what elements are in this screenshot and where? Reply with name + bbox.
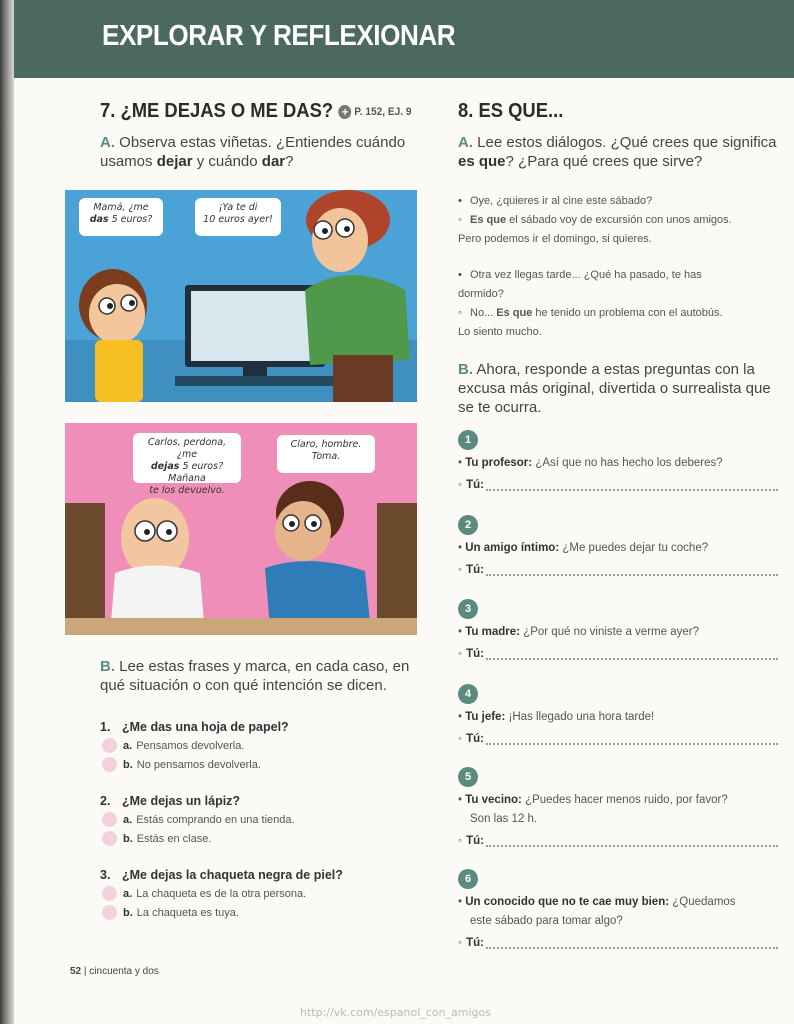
section-8-title: 8. ES QUE... (458, 100, 564, 122)
answer-line[interactable]: ◦ Tú: (458, 733, 778, 745)
answer-circle[interactable] (102, 886, 117, 901)
part-letter: A. (458, 134, 473, 151)
number-badge: 5 (458, 767, 478, 787)
answer-circle[interactable] (102, 812, 117, 827)
option-b[interactable] (102, 757, 420, 772)
prompt: • Tu jefe: ¡Has llegado una hora tarde! (458, 711, 655, 723)
prompt: • Un amigo íntimo: ¿Me puedes dejar tu coche? (458, 542, 709, 554)
speech-bubble-bald-man (133, 433, 241, 496)
section-8 (458, 100, 778, 171)
answer-line[interactable]: ◦ Tú: (458, 937, 778, 949)
option-text: No pensamos devolverla. (136, 758, 261, 771)
bullet-filled-icon: • (458, 269, 462, 281)
speech-bubble-mom (195, 198, 281, 236)
bubble-text: Mamá, ¿me (93, 202, 149, 213)
option-text: Pensamos devolverla. (136, 739, 245, 752)
option-b[interactable] (102, 905, 420, 920)
dialog-line (458, 192, 778, 211)
page-footer (70, 966, 159, 977)
dialog-text: he tenido un problema con el autobús. (532, 307, 723, 319)
comic-panel-2 (65, 423, 417, 635)
question-1 (100, 720, 420, 772)
question-3 (100, 868, 420, 920)
question-label: ¿Me das una hoja de papel? (122, 720, 289, 734)
speaker: Un conocido que no te cae muy bien: (465, 896, 670, 908)
excuse-item-5 (458, 767, 778, 847)
prompt: • Tu madre: ¿Por qué no viniste a verme ayer? (458, 626, 699, 638)
section-7-title (100, 100, 412, 123)
option-a[interactable] (102, 738, 420, 753)
number-badge: 2 (458, 515, 478, 535)
bubble-text: 10 euros ayer! (203, 214, 273, 225)
section-8a-instruction (458, 133, 778, 171)
option-letter: a. (123, 813, 133, 826)
exercise-reference (339, 105, 412, 119)
prompt-text: ¿Quedamos (672, 896, 736, 908)
bubble-text: te los devuelvo. (149, 485, 225, 496)
prompt-text: este sábado para tomar algo? (470, 915, 623, 927)
answer-circle[interactable] (102, 905, 117, 920)
instr-bold: dejar (156, 153, 193, 170)
answer-field[interactable] (486, 566, 778, 576)
instr-bold: es que (458, 153, 506, 170)
section-8b-instruction (458, 360, 778, 417)
instr-text: Ahora, responde a estas preguntas con la excusa más original, divertida o surrealista que se te ocurra. (458, 361, 771, 416)
prompt: • Un conocido que no te cae muy bien: ¿Quedamos este sábado para tomar algo? (458, 896, 736, 927)
option-letter: b. (123, 758, 133, 771)
answer-circle[interactable] (102, 831, 117, 846)
speaker: Tu madre: (465, 626, 520, 638)
number-badge: 6 (458, 869, 478, 889)
reference-text: P. 152, EJ. 9 (354, 105, 412, 118)
part-letter: A. (100, 134, 115, 151)
excuse-item-3 (458, 599, 778, 660)
option-letter: b. (123, 832, 133, 845)
plus-icon: + (339, 105, 352, 119)
option-text: La chaqueta es tuya. (136, 906, 239, 919)
excuse-item-1 (458, 430, 778, 491)
prompt: • Tu profesor: ¿Así que no has hecho los deberes? (458, 457, 723, 469)
answer-field[interactable] (486, 650, 778, 660)
number-badge: 1 (458, 430, 478, 450)
bubble-text: ¡Ya te di (218, 202, 258, 213)
part-letter: B. (458, 361, 473, 378)
dialog-bold: Es que (496, 307, 533, 319)
question-label: ¿Me dejas la chaqueta negra de piel? (122, 868, 343, 882)
dialog-text: Oye, ¿quieres ir al cine este sábado? (470, 195, 653, 207)
bubble-text: 5 euros? (108, 214, 153, 225)
question-text (100, 868, 420, 882)
instr-text: Lee estas frases y marca, en cada caso, en qué situación o con qué intención se dicen. (100, 658, 410, 694)
instr-text: Observa estas viñetas. ¿Entiendes cuándo usamos (100, 134, 406, 170)
instr-bold: dar (261, 153, 286, 170)
bubble-bold: das (89, 214, 109, 225)
excuse-item-2 (458, 515, 778, 576)
prompt-text: ¡Has llegado una hora tarde! (508, 711, 655, 723)
tu-label: Tú: (466, 648, 484, 660)
number-badge: 4 (458, 684, 478, 704)
bubble-text: Claro, hombre. (290, 439, 362, 450)
dialog-line: Lo siento mucho. (458, 326, 542, 338)
prompt-text: ¿Por qué no viniste a verme ayer? (523, 626, 699, 638)
question-text (100, 720, 420, 734)
page-number-words: cincuenta y dos (89, 966, 159, 977)
option-text: Estás en clase. (136, 832, 212, 845)
answer-field[interactable] (486, 481, 778, 491)
tu-label: Tú: (466, 937, 484, 949)
option-letter: a. (123, 739, 133, 752)
bubble-text: Toma. (311, 451, 341, 462)
section-8b (458, 360, 778, 417)
speaker: Tu vecino: (465, 794, 522, 806)
footer-separator: | (81, 966, 90, 977)
section-7b (100, 657, 420, 695)
question-label: ¿Me dejas un lápiz? (122, 794, 241, 808)
option-b[interactable] (102, 831, 420, 846)
dialog-line (458, 304, 778, 323)
option-a[interactable] (102, 812, 420, 827)
prompt-text: ¿Así que no has hecho los deberes? (535, 457, 723, 469)
tu-label: Tú: (466, 835, 484, 847)
dialog-text: el sábado voy de excursión con unos amigos. (506, 214, 732, 226)
dialog-bold: Es que (470, 214, 507, 226)
bullet-filled-icon: • (458, 195, 462, 207)
section-7b-instruction (100, 657, 420, 695)
speaker: Tu profesor: (465, 457, 533, 469)
page-number: 52 (70, 966, 82, 977)
answer-line[interactable]: ◦ Tú: (458, 564, 778, 576)
answer-circle[interactable] (102, 738, 117, 753)
dialog-line (458, 211, 778, 230)
option-text: Estás comprando en una tienda. (136, 813, 295, 826)
tu-label: Tú: (466, 564, 484, 576)
bullet-hollow-icon: ◦ (458, 214, 462, 226)
answer-circle[interactable] (102, 757, 117, 772)
section-7a-instruction (100, 133, 420, 171)
speech-bubble-boy (79, 198, 163, 236)
option-letter: b. (123, 906, 133, 919)
question-text (100, 794, 420, 808)
dialog-text: Otra vez llegas tarde... ¿Qué ha pasado, te has (470, 269, 702, 281)
question-number: 2. (100, 794, 111, 808)
bullet-hollow-icon: ◦ (458, 307, 462, 319)
instr-text: ? ¿Para qué crees que sirve? (505, 153, 703, 170)
option-text: La chaqueta es de la otra persona. (136, 887, 307, 900)
prompt: • Tu vecino: ¿Puedes hacer menos ruido, por favor? Son las 12 h. (458, 794, 728, 825)
option-letter: a. (123, 887, 133, 900)
bubble-text: 5 euros? Mañana (168, 461, 224, 484)
answer-line[interactable]: ◦ Tú: (458, 835, 778, 847)
dialog-1 (458, 192, 778, 249)
answer-field[interactable] (486, 837, 778, 847)
prompt-text: ¿Me puedes dejar tu coche? (562, 542, 709, 554)
option-a[interactable] (102, 886, 420, 901)
instr-text: ? (285, 153, 294, 170)
excuse-item-6 (458, 869, 778, 949)
answer-field[interactable] (486, 735, 778, 745)
prompt-text: Son las 12 h. (470, 813, 538, 825)
page-title: EXPLORAR Y REFLEXIONAR (102, 20, 456, 52)
watermark: http://vk.com/espanol_con_amigos (300, 1006, 491, 1019)
speaker: Un amigo íntimo: (465, 542, 560, 554)
bubble-bold: dejas (150, 461, 180, 472)
header-banner (14, 0, 794, 78)
tu-label: Tú: (466, 733, 484, 745)
book-spine (0, 0, 14, 1024)
answer-line[interactable]: ◦ Tú: (458, 479, 778, 491)
section-7-heading: 7. ¿ME DEJAS O ME DAS? (100, 100, 334, 122)
number-badge: 3 (458, 599, 478, 619)
question-number: 1. (100, 720, 111, 734)
dialog-line: dormido? (458, 288, 504, 300)
dialog-line (458, 266, 778, 285)
section-7 (100, 100, 420, 171)
part-letter: B. (100, 658, 115, 675)
bubble-text: Carlos, perdona, ¿me (147, 437, 227, 460)
excuse-item-4 (458, 684, 778, 745)
dialog-text: No... (470, 307, 497, 319)
question-2 (100, 794, 420, 846)
speech-bubble-guy (277, 435, 375, 473)
answer-field[interactable] (486, 939, 778, 949)
dialog-line: Pero podemos ir el domingo, si quieres. (458, 233, 652, 245)
prompt-text: ¿Puedes hacer menos ruido, por favor? (525, 794, 728, 806)
question-number: 3. (100, 868, 111, 882)
comic-panel-1 (65, 190, 417, 402)
dialog-2 (458, 266, 778, 342)
instr-text: Lee estos diálogos. ¿Qué crees que significa (477, 134, 777, 151)
instr-text: y cuándo (192, 153, 262, 170)
answer-line[interactable]: ◦ Tú: (458, 648, 778, 660)
tu-label: Tú: (466, 479, 484, 491)
speaker: Tu jefe: (465, 711, 506, 723)
